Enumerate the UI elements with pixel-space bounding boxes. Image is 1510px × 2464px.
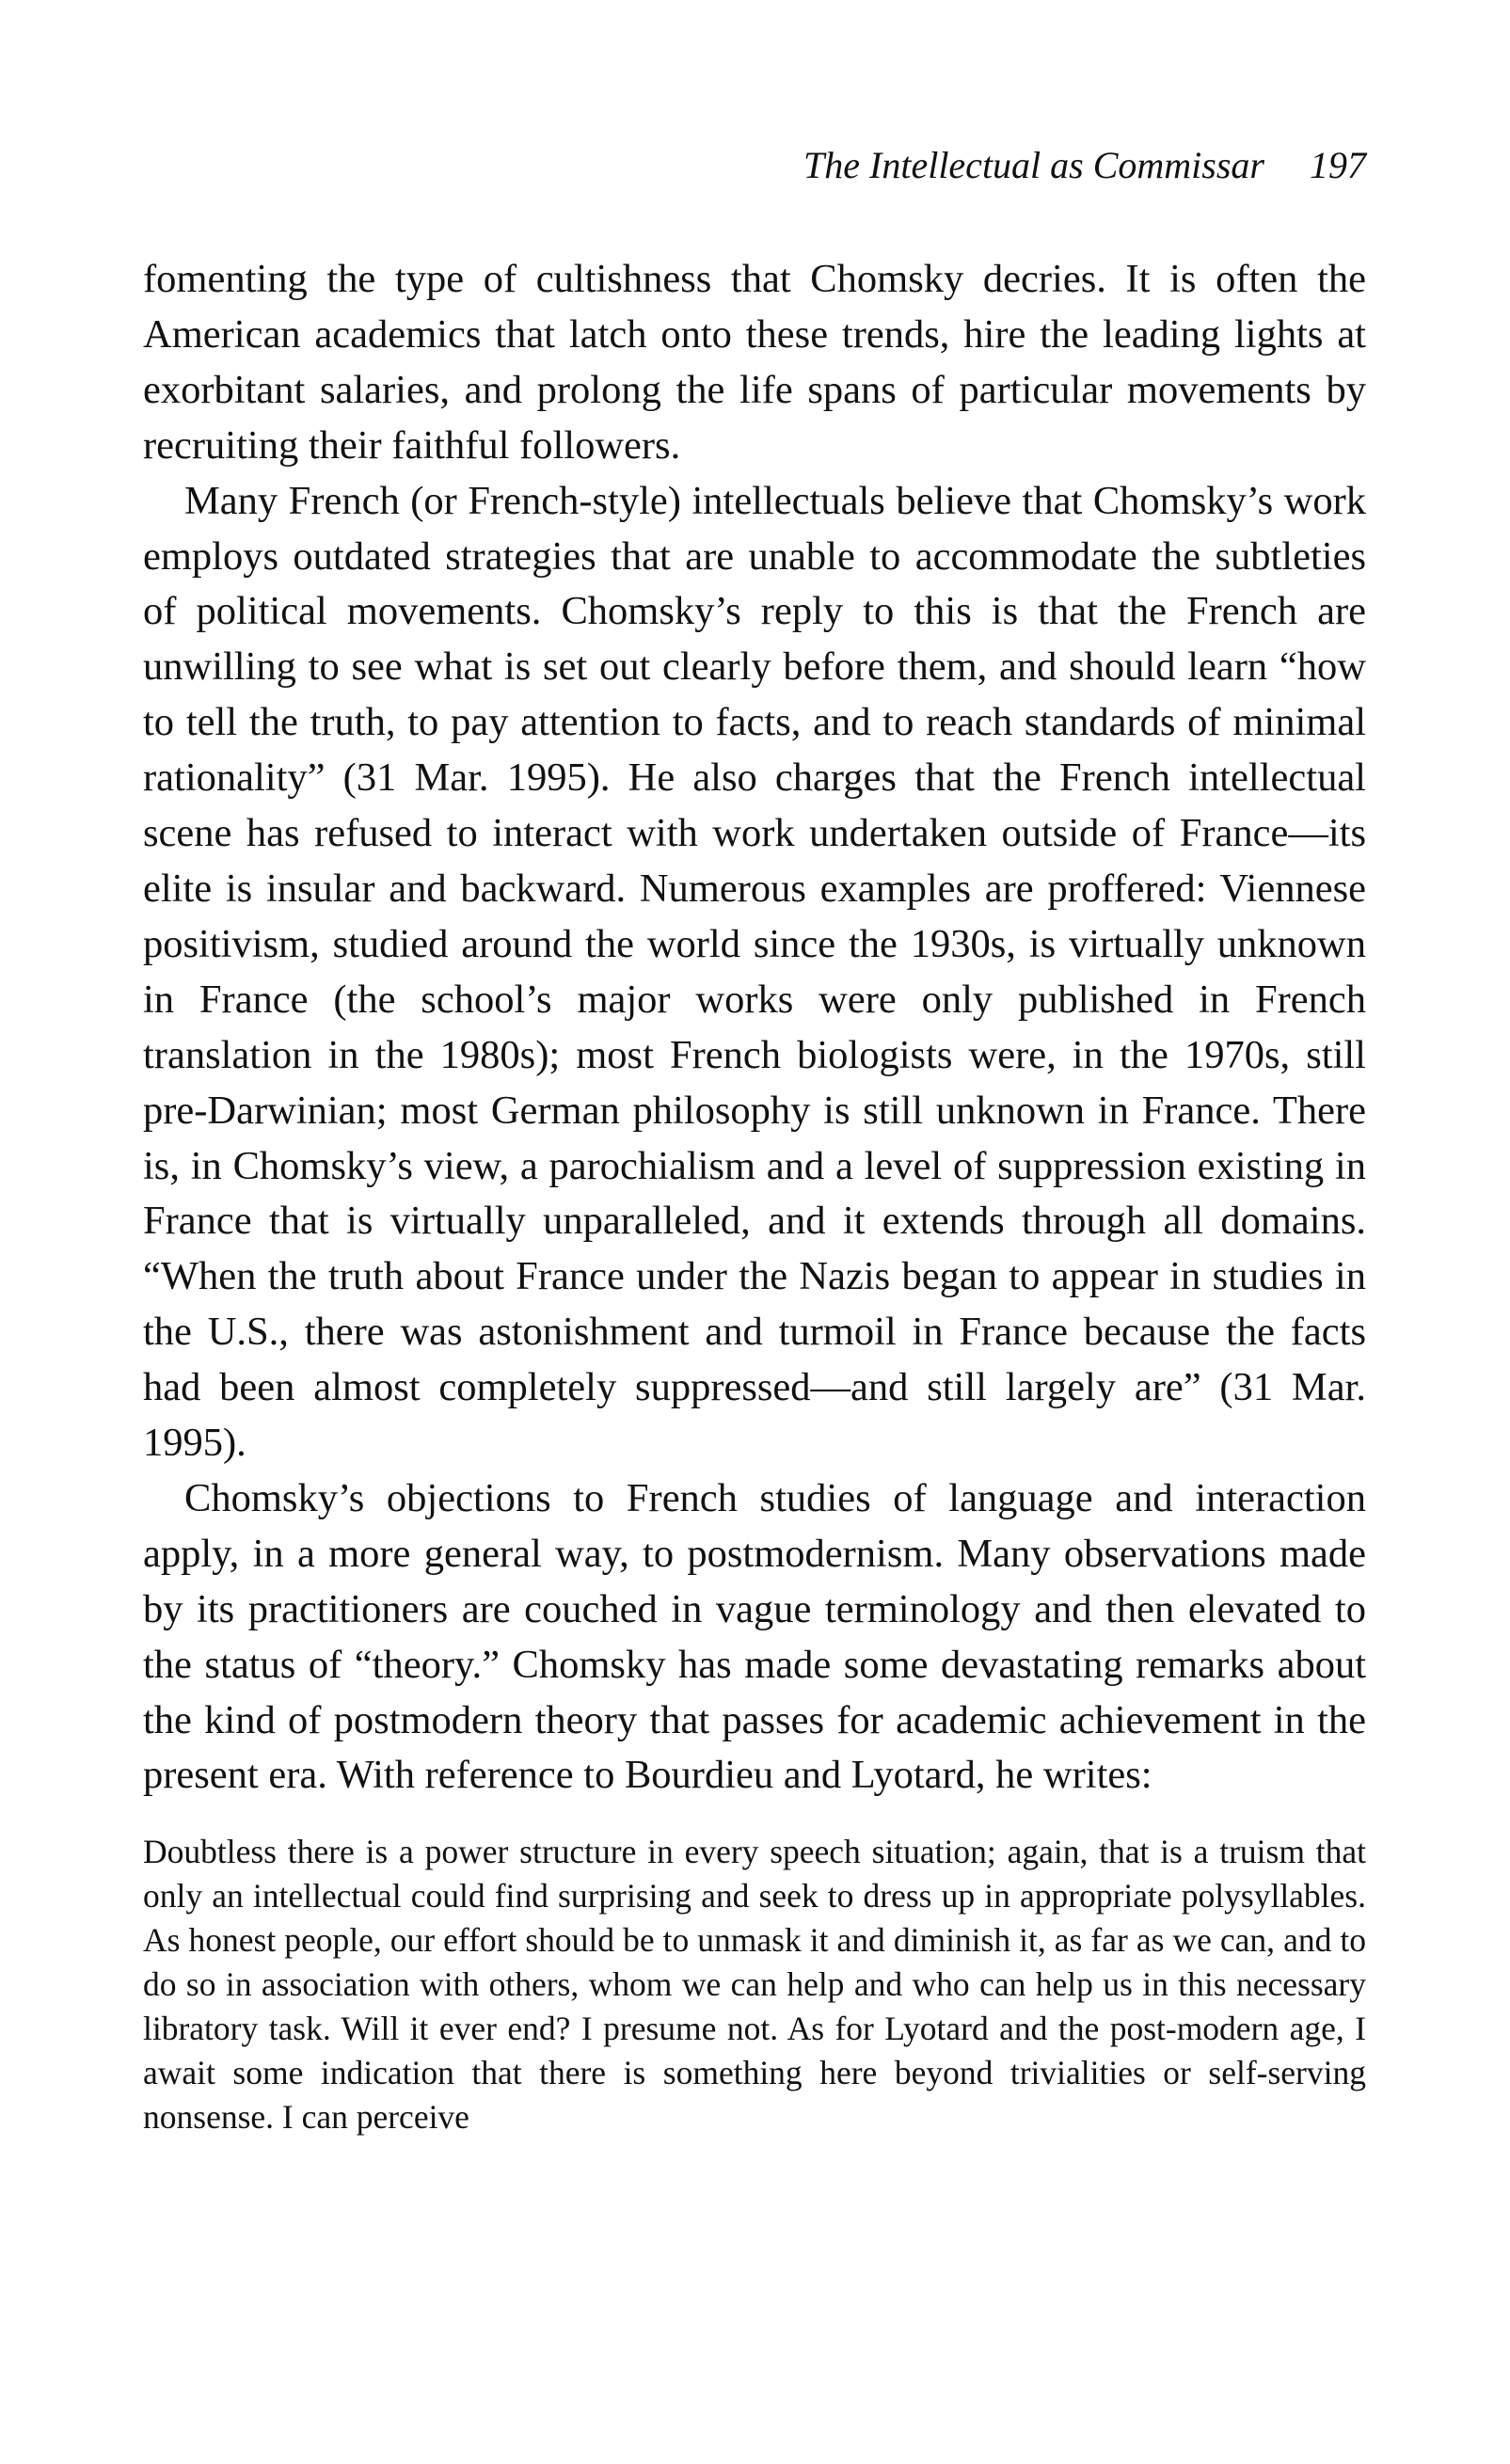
running-head bbox=[143, 139, 1366, 192]
running-title: The Intellectual as Commissar bbox=[803, 144, 1264, 186]
body-text bbox=[143, 252, 1366, 2139]
paragraph-continuation: fomenting the type of cultishness that Chomsky decries. It is often the American academics that latch onto these trends, hire the leading lights at exorbitant salaries, and prolong the life spans of particular movements by recruiting their faithful followers. bbox=[143, 257, 1366, 468]
page-number: 197 bbox=[1310, 144, 1366, 186]
paragraph-french-intellectuals: Many French (or French-style) intellectuals believe that Chomsky’s work employs outdated strategies that are unable to accommodate the subtleties of political movements. Chomsky’s reply to this is that the French are unwilling to see what is set out clearly before them, and should learn “how to tell the truth, to pay attention to facts, and to reach standards of minimal rationality” (31 Mar. 1995). He also charges that the French intellectual scene has refused to interact with work undertaken outside of France—its elite is insular and backward. Numerous examples are proffered: Viennese positivism, studied around the world since the 1930s, is virtually unknown in France (the school’s major works were only published in French translation in the 1980s); most French biologists were, in the 1970s, still pre-Darwinian; most German philosophy is still unknown in France. There is, in Chomsky’s view, a parochialism and a level of suppression existing in France that is virtually unparalleled, and it extends through all domains. “When the truth about France under the Nazis began to appear in studies in the U.S., there was astonishment and turmoil in France because the facts had been almost completely suppressed—and still largely are” (31 Mar. 1995). bbox=[143, 478, 1366, 1466]
block-quote: Doubtless there is a power structure in every speech situation; again, that is a truism that only an intellectual could find surprising and seek to dress up in appropriate polysyllables. As honest people, our effort should be to unmask it and diminish it, as far as we can, and to do so in association with others, whom we can help and who can help us in this necessary libratory task. Will it ever end? I presume not. As for Lyotard and the post-modern age, I await some indication that there is something here beyond trivialities or self-serving nonsense. I can perceive bbox=[143, 1833, 1366, 2137]
paragraph-postmodernism: Chomsky’s objections to French studies of language and interaction apply, in a more general way, to postmodernism. Many observations made by its practitioners are couched in vague terminology and then elevated to the status of “theory.” Chomsky has made some devastating remarks about the kind of postmodern theory that passes for academic achievement in the present era. With reference to Bourdieu and Lyotard, he writes: bbox=[143, 1475, 1366, 1798]
